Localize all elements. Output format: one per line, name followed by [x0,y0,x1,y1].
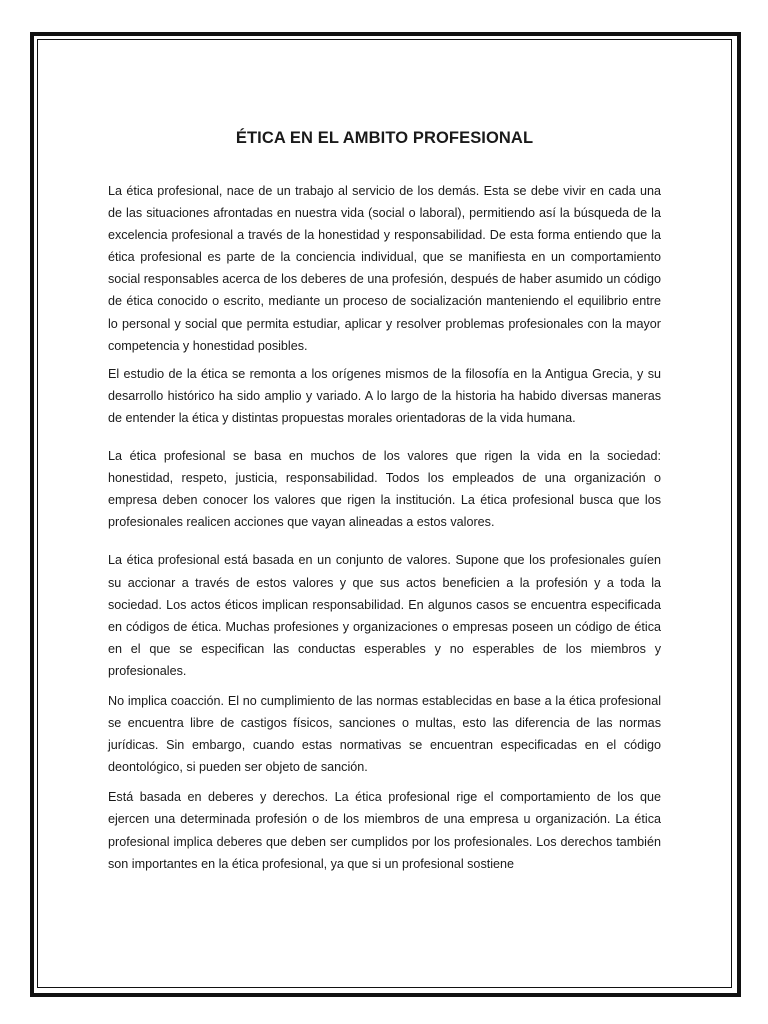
paragraph-3: La ética profesional se basa en muchos de los valores que rigen la vida en la sociedad: honestidad, respeto, justicia, responsabilidad. Todos los empleados de una organización o empresa deben conocer los valores que rigen la institución. La ética profesional busca que los profesionales realicen acciones que vayan alineadas a estos valores. [108,449,661,530]
paragraph-5: No implica coacción. El no cumplimiento de las normas establecidas en base a la ética profesional se encuentra libre de castigos físicos, sanciones o multas, esto las diferencia de las normas jurídicas. Sin embargo, cuando estas normativas se encuentran especificadas en el código deontológico, si pueden ser objeto de sanción. [108,693,661,775]
paragraph-2: El estudio de la ética se remonta a los orígenes mismos de la filosofía en la Antigua Grecia, y su desarrollo histórico ha sido amplio y variado. A lo largo de la historia ha habido diversas maneras de entender la ética y distintas propuestas morales orientadoras de la vida humana. [108,366,661,425]
document-title: ÉTICA EN EL AMBITO PROFESIONAL [235,129,534,147]
paragraph-6: Está basada en deberes y derechos. La ética profesional rige el comportamiento de los que ejercen una determinada profesión o de los miembros de una empresa u organización. La ética profesional implica deberes que deben ser cumplidos por los profesionales. Los derechos también son importantes en la ética profesional, ya que si un profesional sostiene [108,790,661,871]
paragraph-1: La ética profesional, nace de un trabajo al servicio de los demás. Esta se debe vivir en cada una de las situaciones afrontadas en nuestra vida (social o laboral), permitiendo así la búsqueda de la excelencia profesional a través de la honestidad y responsabilidad. De esta forma entiendo que la ética profesional es parte de la conciencia individual, que se manifiesta en un comportamiento social responsables acerca de los deberes de una profesión, después de haber asumido un código de ética conocido o escrito, mediante un proceso de socialización manteniendo el equilibrio entre lo personal y social que permita estudiar, aplicar y resolver problemas profesionales con la mayor competencia y honestidad posibles. [108,184,661,353]
paragraph-4: La ética profesional está basada en un conjunto de valores. Supone que los profesionales guíen su accionar a través de estos valores y que sus actos beneficien a la profesión y a toda la sociedad. Los actos éticos implican responsabilidad. En algunos casos se encuentra especificada en códigos de ética. Muchas profesiones y organizaciones o empresas poseen un código de ética en el que se especifican las conductas esperables y no esperables de los miembros y profesionales. [108,553,661,678]
document-body [108,126,661,875]
